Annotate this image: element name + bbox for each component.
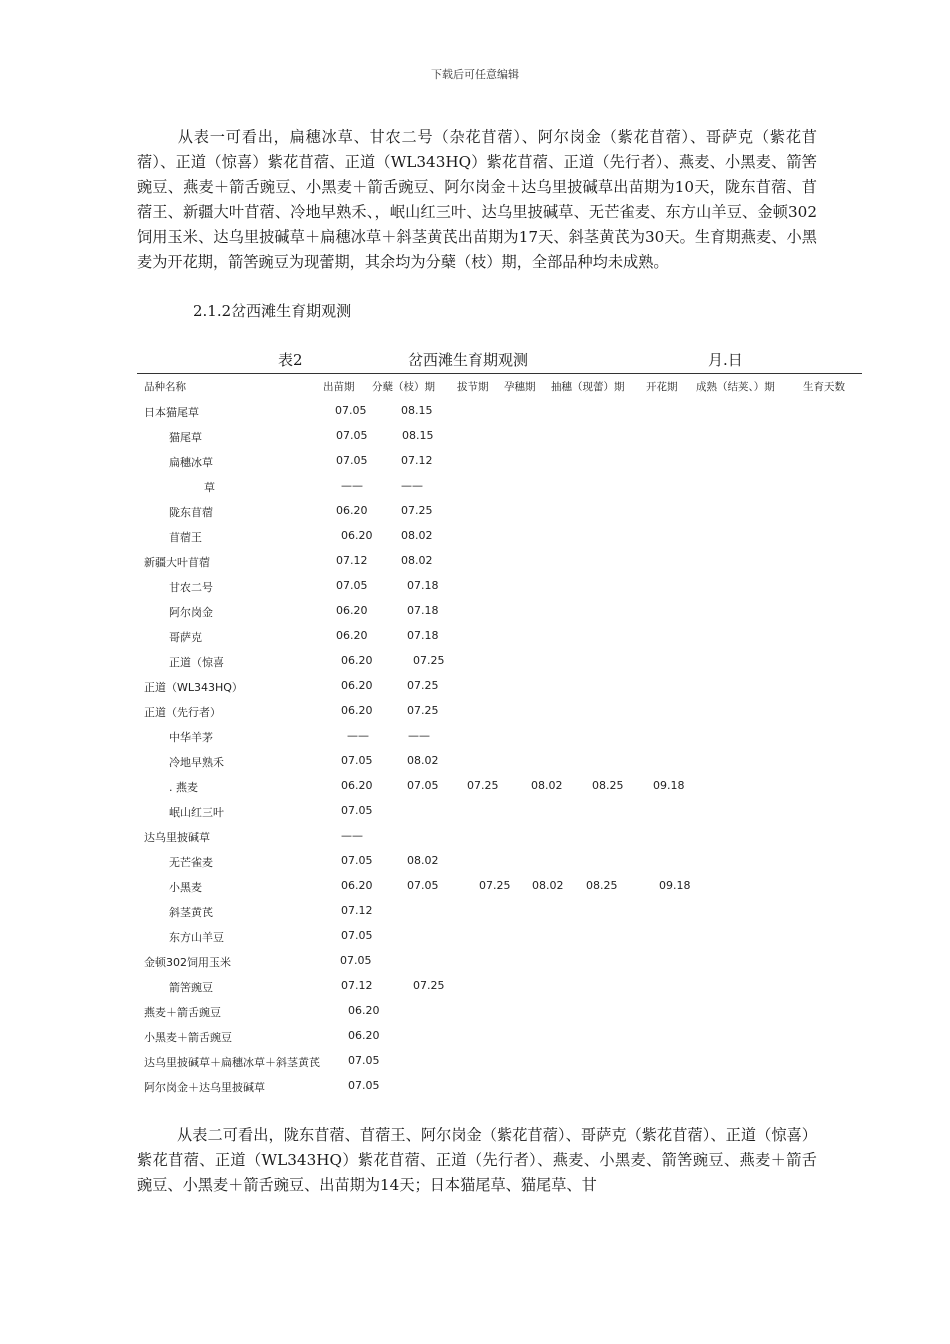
table-row [0,954,950,979]
row-cell: 07.18 [407,629,439,642]
row-cell: 06.20 [348,1004,380,1017]
row-cell: 08.25 [592,779,624,792]
table-row [0,979,950,1004]
row-variety-name: 阿尔岗金 [169,606,213,619]
table-row [0,879,950,904]
row-cell: 07.05 [341,929,373,942]
row-variety-name: 无芒雀麦 [169,856,213,869]
row-variety-name: 中华羊茅 [169,731,213,744]
paragraph-1-text: 从表一可看出，扁穗冰草、甘农二号（杂花苜蓿）、阿尔岗金（紫花苜蓿）、哥萨克（紫花苜蓿）、正道（惊喜）紫花苜蓿、正道（WL343HQ）紫花苜蓿、正道（先行者）、燕麦、小黑麦、箭筈豌豆、燕麦＋箭舌豌豆、小黑麦＋箭舌豌豆、阿尔岗金＋达乌里披碱草出苗期为10天，陇东苜蓿、苜蓿王、新疆大叶苜蓿、冷地早熟禾、，岷山红三叶、达乌里披碱草、无芒雀麦、东方山羊豆、金顿302饲用玉米、达乌里披碱草＋扁穗冰草＋斜茎黄芪出苗期为17天、斜茎黄芪为30天。生育期燕麦、小黑麦为开花期，箭筈豌豆为现蕾期，其余均为分蘖（枝）期，全部品种均未成熟。 [137,128,817,271]
table-row [0,804,950,829]
table-row [0,779,950,804]
row-cell: 07.25 [407,679,439,692]
row-variety-name: 日本猫尾草 [144,406,199,419]
row-cell: 07.18 [407,604,439,617]
row-cell: 08.15 [401,404,433,417]
paragraph-2 [137,1123,817,1198]
table-row [0,404,950,429]
table-label: 表2 [278,351,303,369]
row-variety-name: 金顿302饲用玉米 [144,956,231,969]
row-cell: 06.20 [336,504,368,517]
row-cell: 08.15 [402,429,434,442]
table-row [0,679,950,704]
table-row [0,1079,950,1104]
table-top-rule [137,373,862,374]
row-cell: 08.02 [401,554,433,567]
table-row [0,479,950,504]
row-variety-name: 达乌里披碱草 [144,831,210,844]
row-variety-name: 苜蓿王 [169,531,202,544]
row-cell: 09.18 [653,779,685,792]
row-cell: 07.05 [341,854,373,867]
row-cell: 06.20 [341,704,373,717]
row-variety-name: 东方山羊豆 [169,931,224,944]
table-row [0,1054,950,1079]
row-cell: 08.02 [531,779,563,792]
row-cell: 07.05 [407,779,439,792]
column-header: 孕穗期 [504,381,536,393]
column-header: 生育天数 [803,381,845,393]
table-row [0,504,950,529]
table-row [0,904,950,929]
row-cell: 06.20 [341,654,373,667]
row-cell: 09.18 [659,879,691,892]
row-variety-name: 阿尔岗金＋达乌里披碱草 [144,1081,265,1094]
table-row [0,629,950,654]
row-cell: 07.05 [348,1054,380,1067]
row-variety-name: 猫尾草 [169,431,202,444]
table-row [0,454,950,479]
row-cell: 06.20 [336,629,368,642]
paragraph-1 [137,125,817,275]
column-header: 抽穗（现蕾）期 [551,381,625,393]
row-cell: 07.25 [479,879,511,892]
table-unit: 月.日 [708,351,743,369]
row-variety-name: 冷地早熟禾 [169,756,224,769]
table-row [0,704,950,729]
row-variety-name: 正道（惊喜 [169,656,224,669]
row-cell: 07.05 [340,954,372,967]
row-cell: 07.05 [336,579,368,592]
row-cell: 07.05 [407,879,439,892]
table-row [0,829,950,854]
table-row [0,1029,950,1054]
row-cell: —— [341,829,363,842]
row-variety-name: 甘农二号 [169,581,213,594]
row-cell: 06.20 [336,604,368,617]
column-header: 出苗期 [323,381,355,393]
row-variety-name: 达乌里披碱草＋扁穗冰草＋斜茎黄芪 [144,1056,320,1069]
column-header: 开花期 [646,381,678,393]
table-row [0,554,950,579]
table-row [0,604,950,629]
row-cell: 07.25 [413,979,445,992]
row-cell: 08.02 [401,529,433,542]
table-row [0,929,950,954]
section-subheading: 2.1.2岔西滩生育期观测 [193,302,352,320]
row-cell: 07.05 [336,454,368,467]
column-header: 品种名称 [144,381,186,393]
row-cell: 07.12 [336,554,368,567]
table-row [0,529,950,554]
row-variety-name: 斜茎黄芪 [169,906,213,919]
row-cell: 08.02 [407,854,439,867]
row-cell: 06.20 [348,1029,380,1042]
row-variety-name: 正道（WL343HQ） [144,681,243,694]
row-cell: 07.05 [348,1079,380,1092]
row-cell: 08.25 [586,879,618,892]
row-cell: 07.05 [341,804,373,817]
column-header: 分蘖（枝）期 [372,381,435,393]
row-cell: 06.20 [341,879,373,892]
row-variety-name: 陇东苜蓿 [169,506,213,519]
row-cell: 06.20 [341,529,373,542]
table-title: 岔西滩生育期观测 [408,351,529,369]
row-cell: 06.20 [341,779,373,792]
row-cell: 07.25 [413,654,445,667]
row-variety-name: 哥萨克 [169,631,202,644]
page-header: 下载后可任意编辑 [431,68,519,81]
row-variety-name: 箭筈豌豆 [169,981,213,994]
row-cell: 07.05 [335,404,367,417]
row-variety-name: 小黑麦＋箭舌豌豆 [144,1031,232,1044]
row-cell: —— [347,729,369,742]
row-variety-name: . 燕麦 [169,781,198,794]
table-row [0,729,950,754]
row-cell: 07.25 [407,704,439,717]
row-cell: 07.12 [341,979,373,992]
column-header: 成熟（结荚、）期 [696,381,775,393]
row-cell: —— [408,729,430,742]
row-variety-name: 扁穗冰草 [169,456,213,469]
row-cell: 08.02 [532,879,564,892]
row-variety-name: 岷山红三叶 [169,806,224,819]
row-cell: 07.05 [341,754,373,767]
row-cell: 08.02 [407,754,439,767]
row-variety-name: 燕麦＋箭舌豌豆 [144,1006,221,1019]
row-cell: —— [341,479,363,492]
row-cell: 06.20 [341,679,373,692]
row-variety-name: 草 [204,481,215,494]
row-cell: 07.25 [467,779,499,792]
paragraph-2-text: 从表二可看出，陇东苜蓿、苜蓿王、阿尔岗金（紫花苜蓿）、哥萨克（紫花苜蓿）、正道（惊喜）紫花苜蓿、正道（WL343HQ）紫花苜蓿、正道（先行者）、燕麦、小黑麦、箭筈豌豆、燕麦＋箭舌豌豆、小黑麦＋箭舌豌豆、出苗期为14天；日本猫尾草、猫尾草、甘 [137,1126,817,1194]
row-variety-name: 小黑麦 [169,881,202,894]
table-row [0,579,950,604]
row-cell: —— [401,479,423,492]
row-variety-name: 正道（先行者） [144,706,221,719]
row-cell: 07.18 [407,579,439,592]
row-cell: 07.05 [336,429,368,442]
row-cell: 07.12 [401,454,433,467]
table-row [0,1004,950,1029]
table-row [0,654,950,679]
row-cell: 07.25 [401,504,433,517]
row-cell: 07.12 [341,904,373,917]
table-row [0,754,950,779]
table-row [0,429,950,454]
row-variety-name: 新疆大叶苜蓿 [144,556,210,569]
column-header: 拔节期 [457,381,489,393]
table-row [0,854,950,879]
